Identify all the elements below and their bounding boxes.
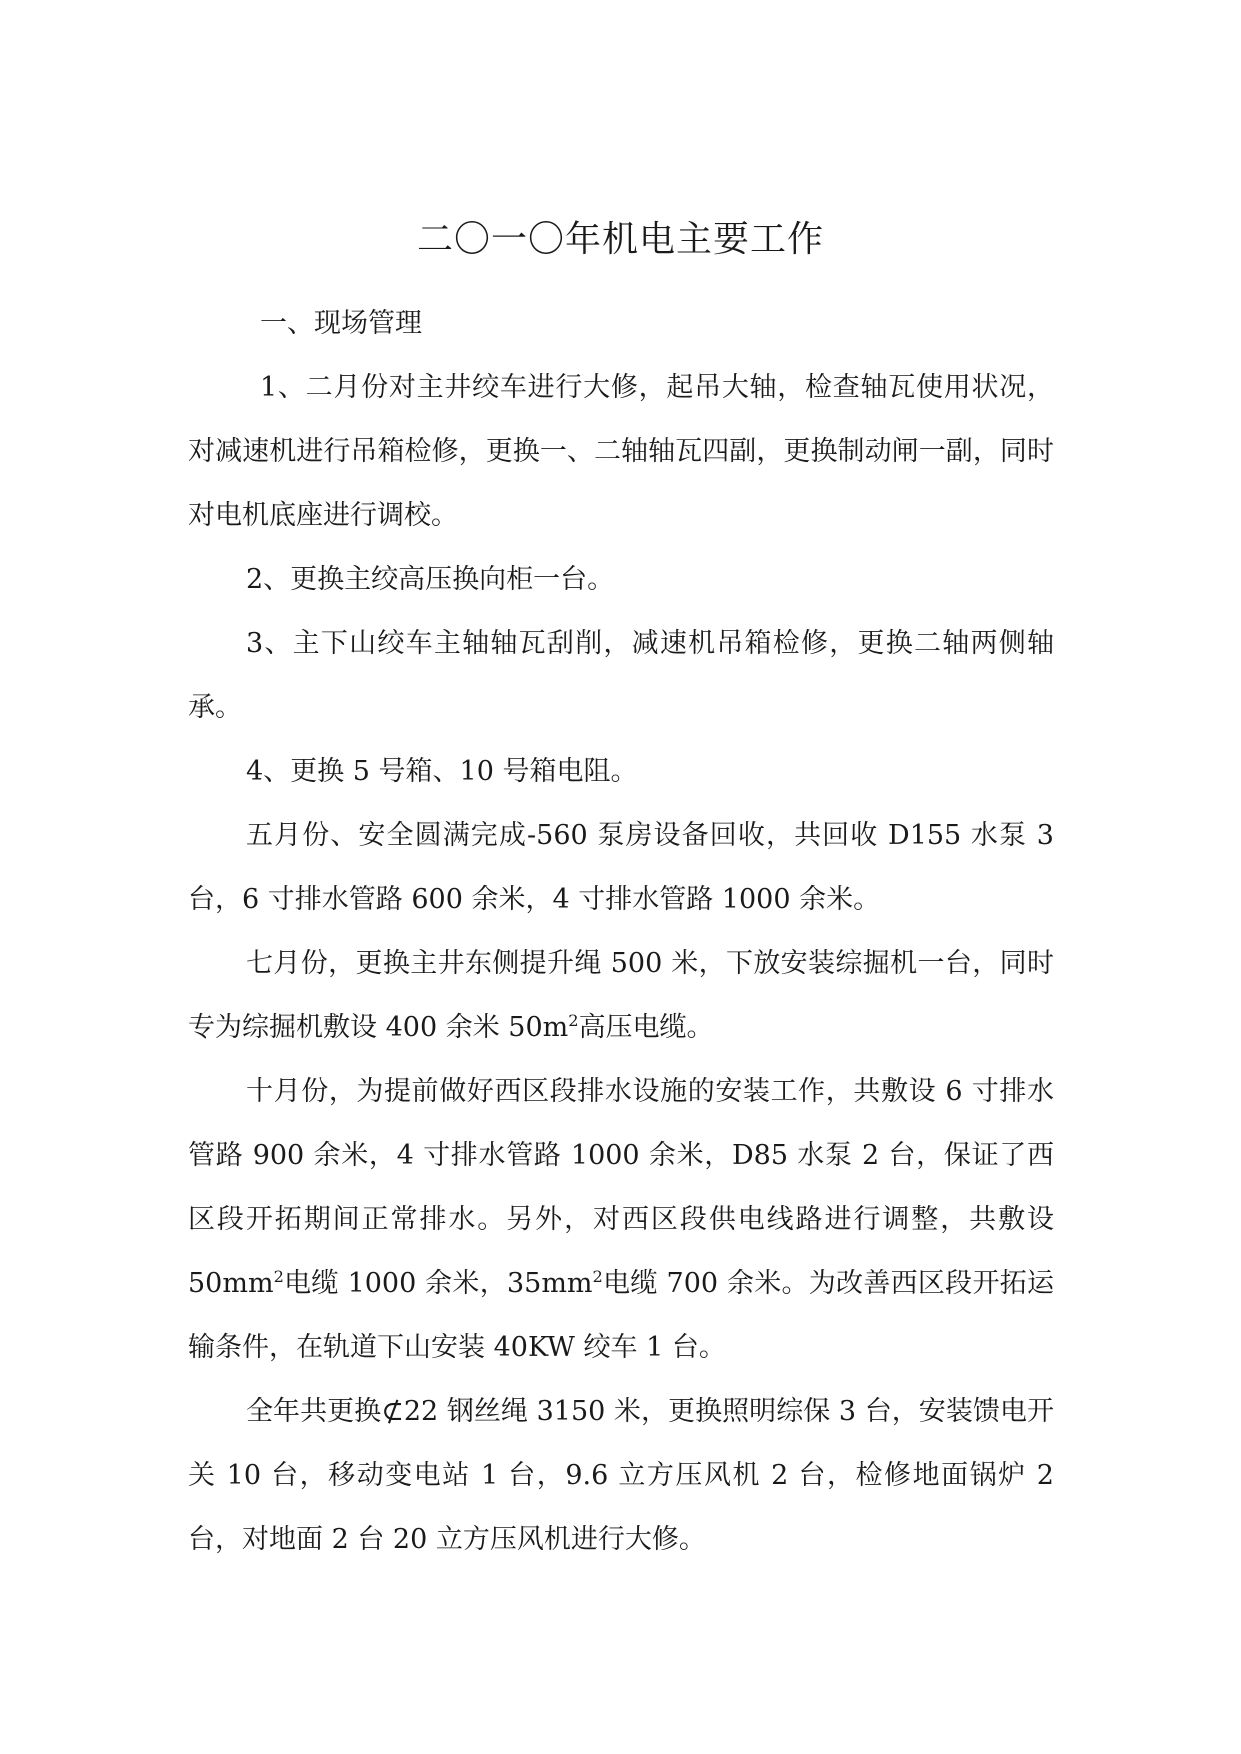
paragraph-6-superscript: 2 [568,1011,579,1030]
section-heading: 一、现场管理 [260,308,422,339]
paragraph-6-text-a: 七月份，更换主井东侧提升绳 500 米，下放安装综掘机一台，同时专为综掘机敷设 400 余米 50m [188,948,1054,1043]
document-body [188,292,1054,1572]
document-title: 二〇一〇年机电主要工作 [416,219,824,260]
paragraph-7-superscript-2: 2 [592,1267,603,1286]
paragraph-5: 五月份、安全圆满完成-560 泵房设备回收，共回收 D155 水泵 3 台，6 寸排水管路 600 余米，4 寸排水管路 1000 余米。 [188,820,1054,915]
paragraph-7-text-a: 十月份，为提前做好西区段排水设施的安装工作，共敷设 6 寸排水管路 900 余米，4 寸排水管路 1000 余米，D85 水泵 2 台，保证了西区段开拓期间正常排水。另外，对西区段供电线路进行调整，共敷设 50mm [188,1076,1054,1299]
paragraph-7-superscript-1: 2 [273,1267,284,1286]
paragraph-3: 3、主下山绞车主轴轴瓦刮削，减速机吊箱检修，更换二轴两侧轴承。 [188,628,1054,723]
paragraph-1: 1、二月份对主井绞车进行大修，起吊大轴，检查轴瓦使用状况，对减速机进行吊箱检修，更换一、二轴轴瓦四副，更换制动闸一副，同时对电机底座进行调校。 [188,372,1054,531]
paragraph-7-text-c: 电缆 700 余米。为改善西区段开拓运输条件，在轨道下山安装 40KW 绞车 1 台。 [188,1268,1054,1363]
paragraph-2: 2、更换主绞高压换向柜一台。 [246,564,615,595]
paragraph-7 [188,1060,1054,1380]
paragraph-7-text-b: 电缆 1000 余米，35mm [283,1268,593,1299]
paragraph-6-text-b: 高压电缆。 [578,1012,714,1043]
paragraph-8: 全年共更换⊄22 钢丝绳 3150 米，更换照明综保 3 台，安装馈电开关 10 台，移动变电站 1 台，9.6 立方压风机 2 台，检修地面锅炉 2 台，对地面 2 台 20 立方压风机进行大修。 [188,1396,1054,1555]
paragraph-4: 4、更换 5 号箱、10 号箱电阻。 [246,756,638,787]
paragraph-6 [188,932,1054,1060]
